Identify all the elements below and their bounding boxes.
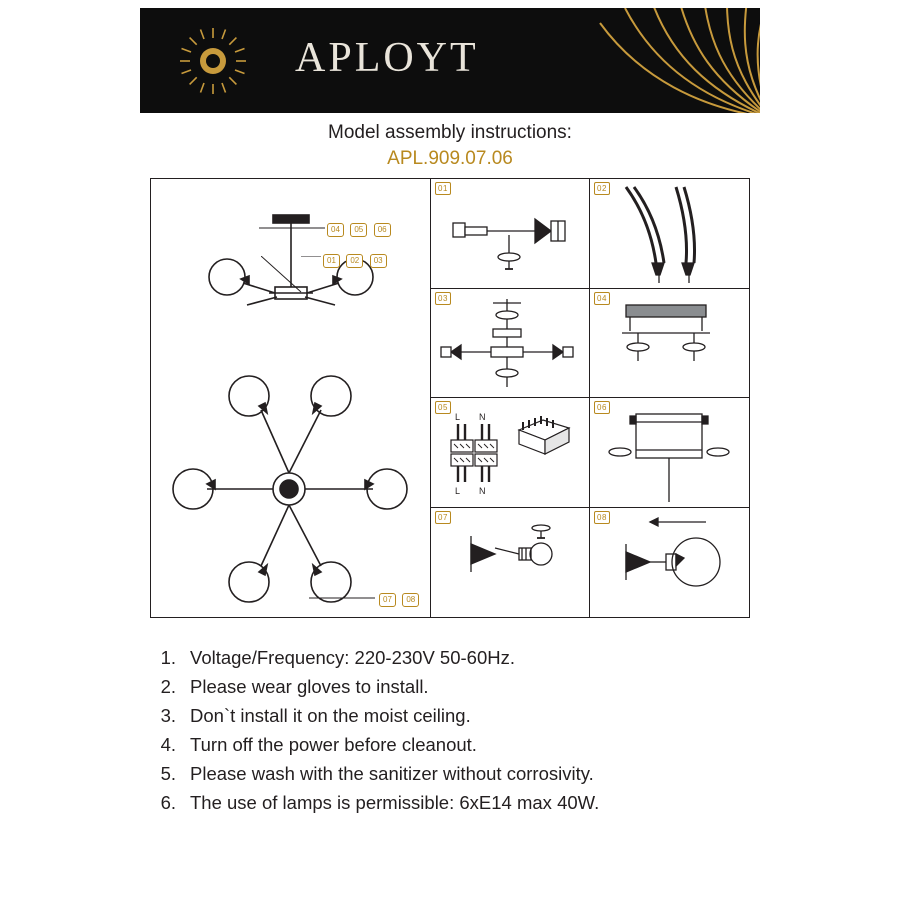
page-title: Model assembly instructions: — [328, 122, 572, 143]
assembly-steps — [431, 179, 749, 617]
badge-07: 07 — [379, 593, 396, 607]
step-cell-02 — [590, 179, 749, 289]
note-index: 1. — [160, 647, 176, 668]
step-cell-06 — [590, 398, 749, 508]
svg-text:N: N — [479, 412, 486, 422]
note-text: Turn off the power before cleanout. — [190, 734, 477, 755]
note-index: 6. — [160, 792, 176, 813]
note-index: 5. — [160, 763, 176, 784]
note-item — [152, 732, 852, 758]
sunburst-circle-icon — [178, 26, 248, 96]
step-cell-07 — [431, 508, 590, 618]
brand-banner — [140, 8, 760, 113]
glass-globe-install-icon — [590, 508, 749, 618]
callout-mid-group — [323, 250, 389, 268]
brand-name: APLOYT — [295, 35, 479, 81]
note-text: Voltage/Frequency: 220-230V 50-60Hz. — [190, 647, 515, 668]
body-shade-mount-icon — [590, 398, 749, 508]
callout-right-group — [379, 589, 421, 607]
note-item — [152, 645, 852, 671]
step-cell-03 — [431, 289, 590, 399]
step-number-04: 04 — [594, 292, 610, 305]
svg-text:L: L — [455, 486, 461, 496]
bracket-and-rod-assembly-icon — [431, 179, 590, 289]
ceiling-plate-mount-icon — [590, 289, 749, 399]
main-product-views — [151, 179, 431, 617]
note-item — [152, 674, 852, 700]
step-number-05: 05 — [435, 401, 451, 414]
step-number-01: 01 — [435, 182, 451, 195]
badge-08: 08 — [402, 593, 419, 607]
step-cell-04 — [590, 289, 749, 399]
badge-06: 06 — [374, 223, 391, 237]
safety-notes-list — [152, 645, 852, 819]
note-item — [152, 703, 852, 729]
callout-top-group — [327, 219, 393, 237]
badge-02: 02 — [346, 254, 363, 268]
badge-04: 04 — [327, 223, 344, 237]
diagram-grid — [150, 178, 750, 618]
wiring-terminal-block-icon — [431, 398, 590, 508]
note-index: 4. — [160, 734, 176, 755]
svg-text:N: N — [479, 486, 486, 496]
bulb-install-icon — [431, 508, 590, 618]
two-rods-icon — [590, 179, 749, 289]
step-number-08: 08 — [594, 511, 610, 524]
svg-text:L: L — [455, 412, 461, 422]
frame-arms-assembly-icon — [431, 289, 590, 399]
step-cell-01 — [431, 179, 590, 289]
note-index: 2. — [160, 676, 176, 697]
badge-01: 01 — [323, 254, 340, 268]
note-text: Please wash with the sanitizer without corrosivity. — [190, 763, 594, 784]
note-text: Please wear gloves to install. — [190, 676, 429, 697]
step-cell-08 — [590, 508, 749, 618]
gold-fan-rays-icon — [520, 8, 760, 113]
badge-03: 03 — [370, 254, 387, 268]
step-number-02: 02 — [594, 182, 610, 195]
note-item — [152, 790, 852, 816]
note-item — [152, 761, 852, 787]
note-index: 3. — [160, 705, 176, 726]
badge-05: 05 — [350, 223, 367, 237]
step-number-03: 03 — [435, 292, 451, 305]
step-number-07: 07 — [435, 511, 451, 524]
model-code: APL.909.07.06 — [387, 148, 513, 169]
note-text: The use of lamps is permissible: 6xE14 max 40W. — [190, 792, 600, 813]
bottom-view-drawing — [151, 364, 431, 614]
step-number-06: 06 — [594, 401, 610, 414]
note-text: Don`t install it on the moist ceiling. — [190, 705, 471, 726]
step-cell-05 — [431, 398, 590, 508]
